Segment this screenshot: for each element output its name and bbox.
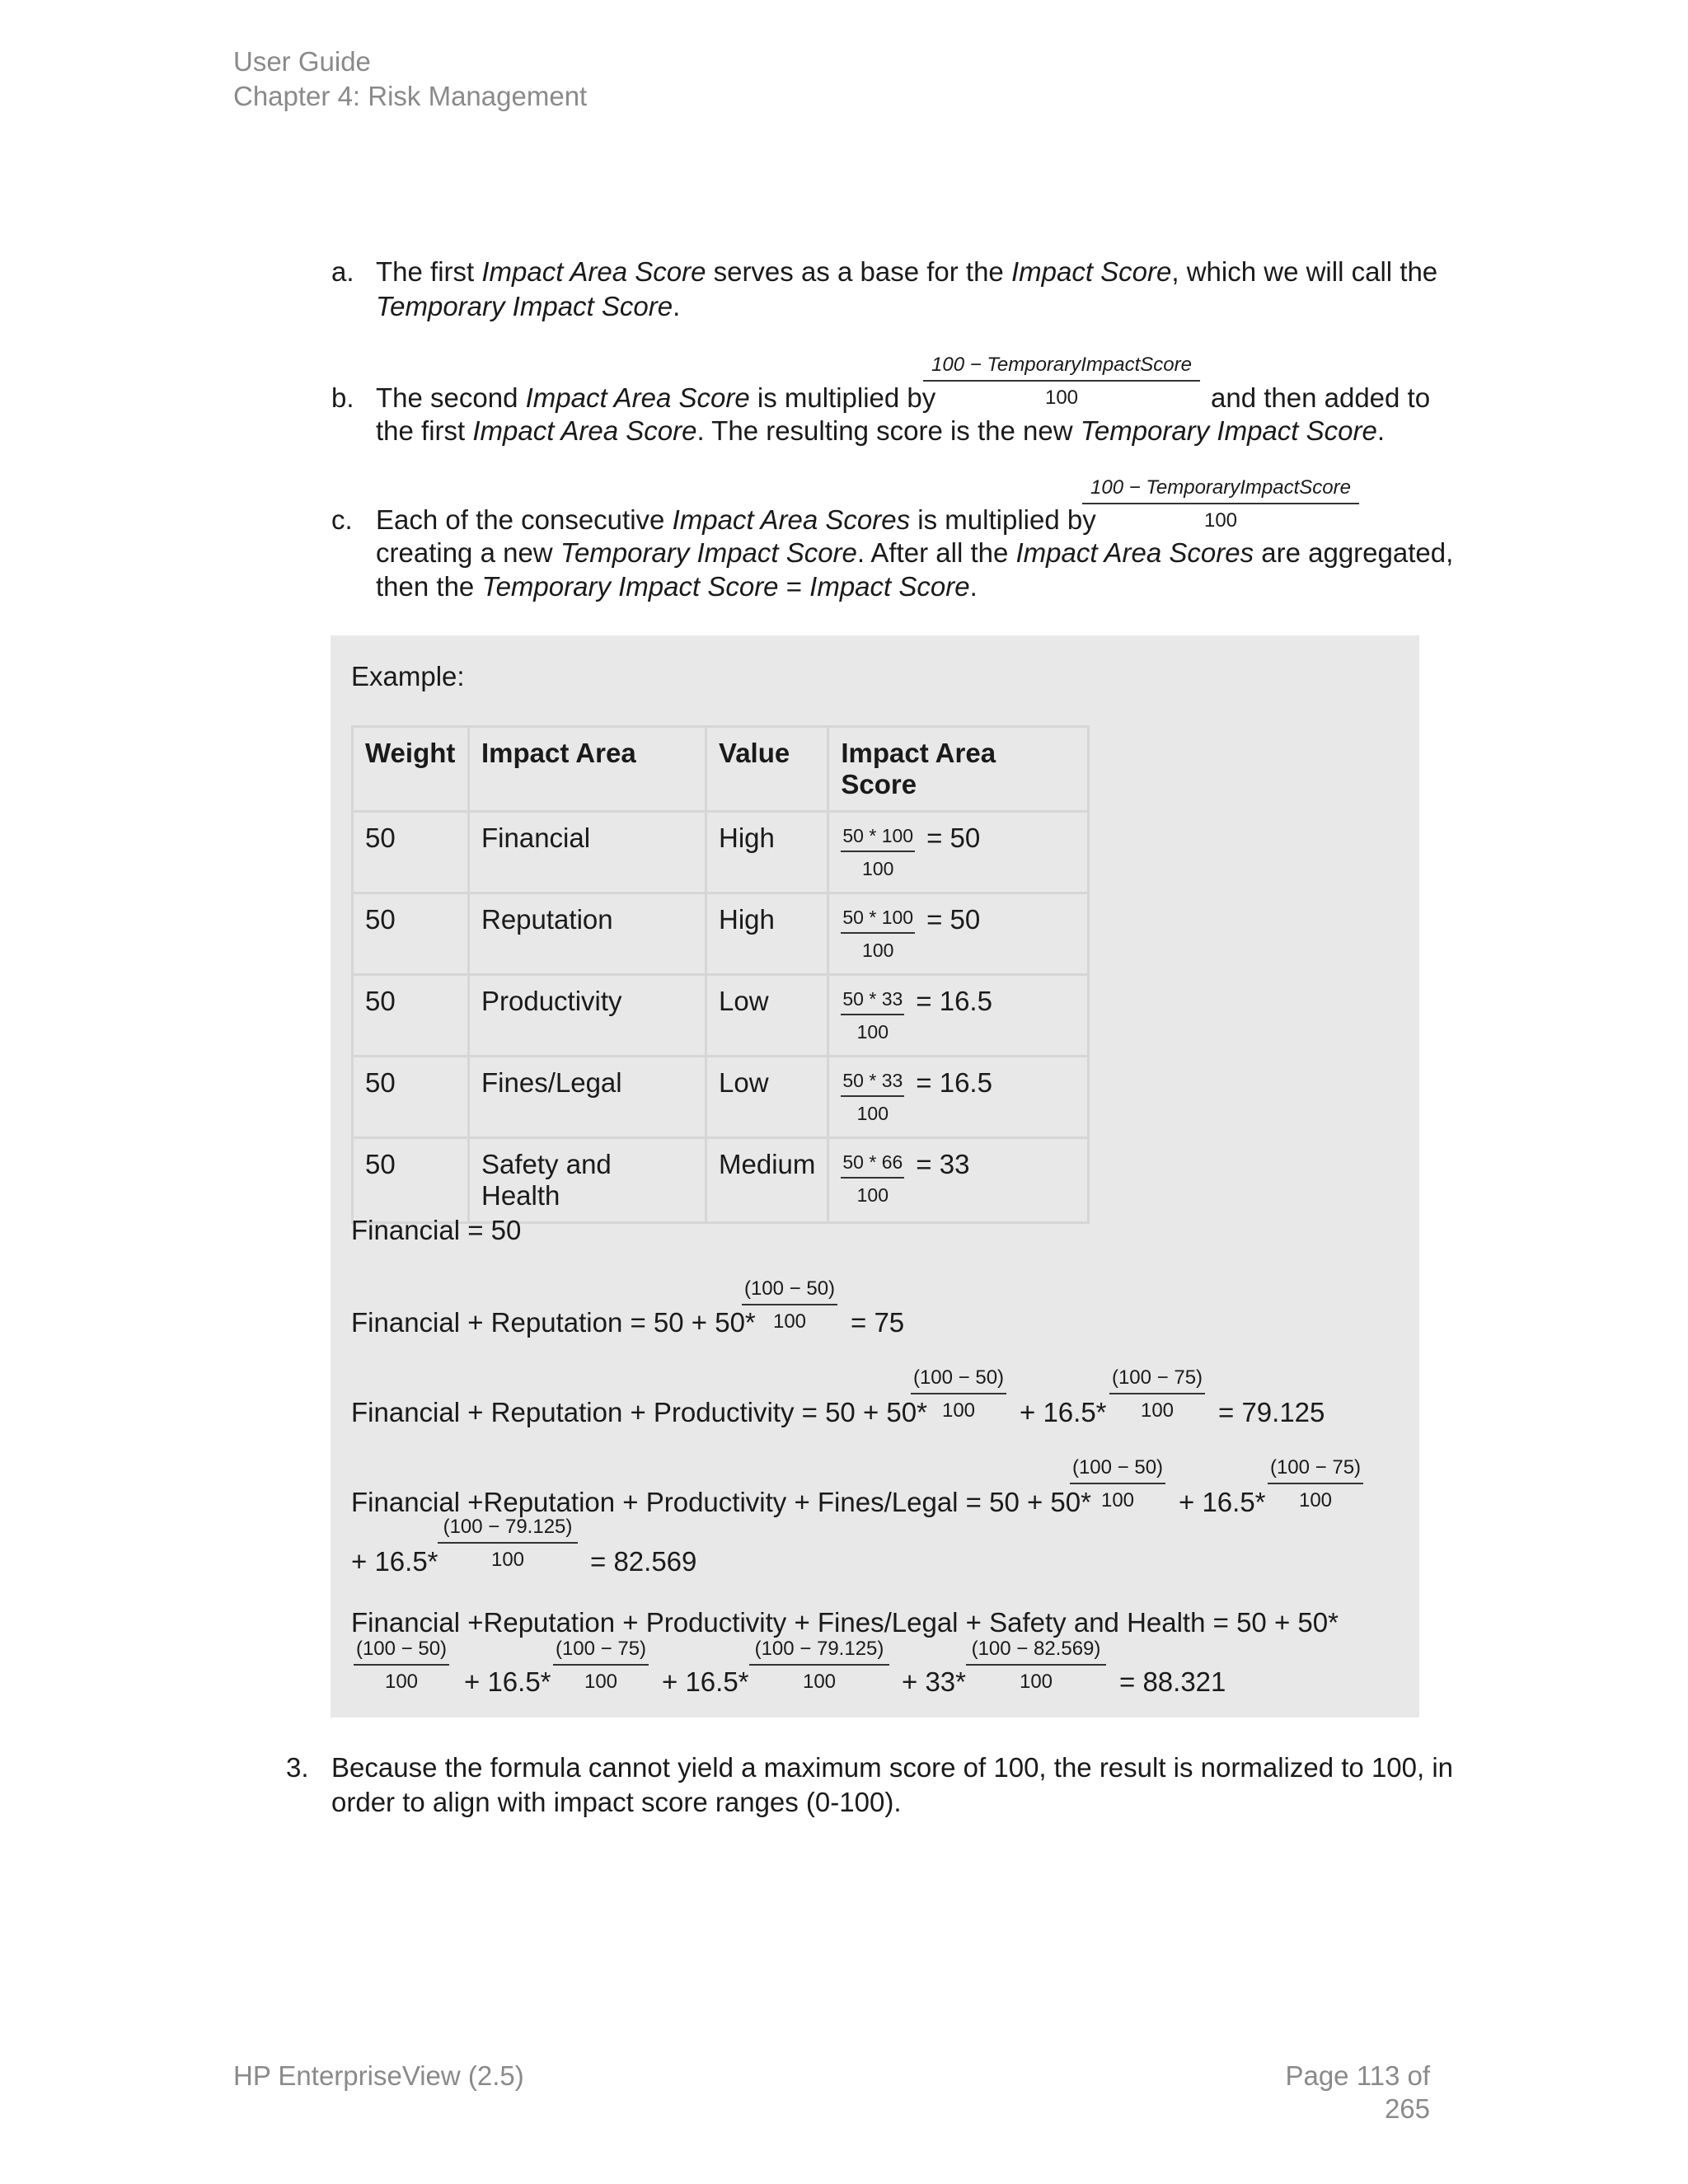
step-b-tail: and then added to — [1211, 382, 1431, 413]
footer-product: HP EnterpriseView (2.5) — [233, 2060, 524, 2091]
table-row — [353, 1057, 1089, 1138]
calc3-result: = 79.125 — [1218, 1397, 1325, 1427]
calc5-fraction-1: $\frac{(100 - 50)}{100}$ — [354, 1637, 449, 1694]
table-header-row — [353, 727, 1089, 812]
header-value: Value — [706, 727, 828, 812]
calc5-fraction-3: $\frac{(100 - 79.125)}{100}$ — [749, 1637, 889, 1694]
step-a-label: a. — [331, 256, 354, 287]
step-a-line2: Temporary Impact Score. — [376, 291, 681, 321]
cell-value: Low — [706, 1057, 828, 1138]
cell-weight: 50 — [353, 893, 469, 975]
header-chapter: Chapter 4: Risk Management — [233, 81, 588, 111]
calc4-result: = 82.569 — [590, 1546, 697, 1577]
score-fraction: $\frac{50 * 66}{100}$ — [842, 1151, 903, 1206]
step-b-line1: The second Impact Area Score is multiplied by — [376, 382, 936, 413]
cell-impact-area: Safety and Health — [469, 1138, 706, 1223]
header-impact-area-score: Impact Area Score — [828, 727, 1089, 812]
calc3-fraction-1: $\frac{(100 - 50)}{100}$ — [911, 1366, 1006, 1423]
table-row — [353, 975, 1089, 1057]
calc5-text: Financial +Reputation + Productivity + Fines/Legal + Safety and Health = 50 + 50* — [351, 1607, 1339, 1638]
calc4-text: Financial +Reputation + Productivity + Fines/Legal = 50 + 50* — [351, 1487, 1091, 1517]
header-impact-area: Impact Area — [469, 727, 706, 812]
calc3-text: Financial + Reputation + Productivity = 50 + 50* — [351, 1397, 927, 1427]
cell-weight: 50 — [353, 1057, 469, 1138]
cell-weight: 50 — [353, 1138, 469, 1223]
cell-score — [828, 812, 1089, 893]
calc4-fraction-1: $\frac{(100 - 50)}{100}$ — [1070, 1455, 1165, 1513]
step-a-line1: The first Impact Area Score serves as a base for the Impact Score, which we will call the — [376, 256, 1438, 287]
cell-impact-area: Productivity — [469, 975, 706, 1057]
cell-value: Medium — [706, 1138, 828, 1223]
score-result: = 50 — [926, 823, 981, 853]
step-c-line2: creating a new Temporary Impact Score. After all the Impact Area Scores are aggregated, — [376, 537, 1454, 568]
cell-impact-area: Fines/Legal — [469, 1057, 706, 1138]
calc4-mid: + 16.5* — [1179, 1487, 1266, 1517]
calc2-fraction-1: $\frac{(100 - 50)}{100}$ — [742, 1277, 837, 1334]
step-3-line2: order to align with impact score ranges (0-100). — [331, 1787, 902, 1817]
cell-value: High — [706, 812, 828, 893]
calc4-fraction-2: $\frac{(100 - 75)}{100}$ — [1268, 1455, 1363, 1513]
calc5-result: = 88.321 — [1119, 1666, 1226, 1697]
cell-impact-area: Financial — [469, 812, 706, 893]
calc4-line2-start: + 16.5* — [351, 1546, 438, 1577]
cell-score — [828, 1057, 1089, 1138]
calc-financial: Financial = 50 — [351, 1215, 522, 1245]
score-fraction: $\frac{50 * 100}{100}$ — [842, 825, 914, 879]
score-result: = 16.5 — [916, 1067, 992, 1098]
score-fraction: $\frac{50 * 33}{100}$ — [842, 1070, 903, 1124]
calc2-result: = 75 — [851, 1307, 905, 1338]
score-fraction: $\frac{50 * 33}{100}$ — [842, 988, 903, 1043]
score-result: = 50 — [926, 904, 981, 935]
calc5-m3: + 33* — [902, 1666, 966, 1697]
header-title: User Guide — [233, 46, 371, 77]
cell-value: Low — [706, 975, 828, 1057]
cell-score — [828, 893, 1089, 975]
step-b-fraction: 100 − TemporaryImpactScore 100 — [923, 353, 1200, 410]
impact-table — [351, 725, 1090, 1224]
cell-impact-area: Reputation — [469, 893, 706, 975]
score-result: = 16.5 — [916, 986, 992, 1016]
score-result: = 33 — [916, 1149, 970, 1179]
step-b-label: b. — [331, 382, 354, 413]
cell-score — [828, 975, 1089, 1057]
table-row — [353, 812, 1089, 893]
calc5-fraction-4: $\frac{(100 - 82.569)}{100}$ — [966, 1637, 1106, 1694]
calc2-text: Financial + Reputation = 50 + 50* — [351, 1307, 756, 1338]
step-3-line1: Because the formula cannot yield a maximum score of 100, the result is normalized to 100, in — [331, 1752, 1454, 1783]
cell-weight: 50 — [353, 975, 469, 1057]
calc3-mid: + 16.5* — [1020, 1397, 1107, 1427]
step-b-line2: the first Impact Area Score. The resulting score is the new Temporary Impact Score. — [376, 415, 1385, 446]
example-title: Example: — [351, 661, 465, 691]
step-c-fraction: 100 − TemporaryImpactScore 100 — [1082, 476, 1359, 533]
calc5-fraction-2: $\frac{(100 - 75)}{100}$ — [553, 1637, 649, 1694]
score-fraction: $\frac{50 * 100}{100}$ — [842, 907, 914, 961]
cell-weight: 50 — [353, 812, 469, 893]
cell-value: High — [706, 893, 828, 975]
step-3-label: 3. — [286, 1752, 309, 1783]
step-c-label: c. — [331, 504, 353, 535]
calc3-fraction-2: $\frac{(100 - 75)}{100}$ — [1109, 1366, 1205, 1423]
step-c-line3: then the Temporary Impact Score = Impact Score. — [376, 571, 978, 602]
calc5-m1: + 16.5* — [464, 1666, 551, 1697]
table-row — [353, 893, 1089, 975]
calc5-m2: + 16.5* — [662, 1666, 749, 1697]
cell-score — [828, 1138, 1089, 1223]
step-c-line1: Each of the consecutive Impact Area Scores is multiplied by — [376, 504, 1096, 535]
table-row — [353, 1138, 1089, 1223]
footer-page: Page 113 of 265 — [1285, 2060, 1430, 2124]
header-weight: Weight — [353, 727, 469, 812]
calc4-fraction-3: $\frac{(100 - 79.125)}{100}$ — [438, 1515, 578, 1572]
